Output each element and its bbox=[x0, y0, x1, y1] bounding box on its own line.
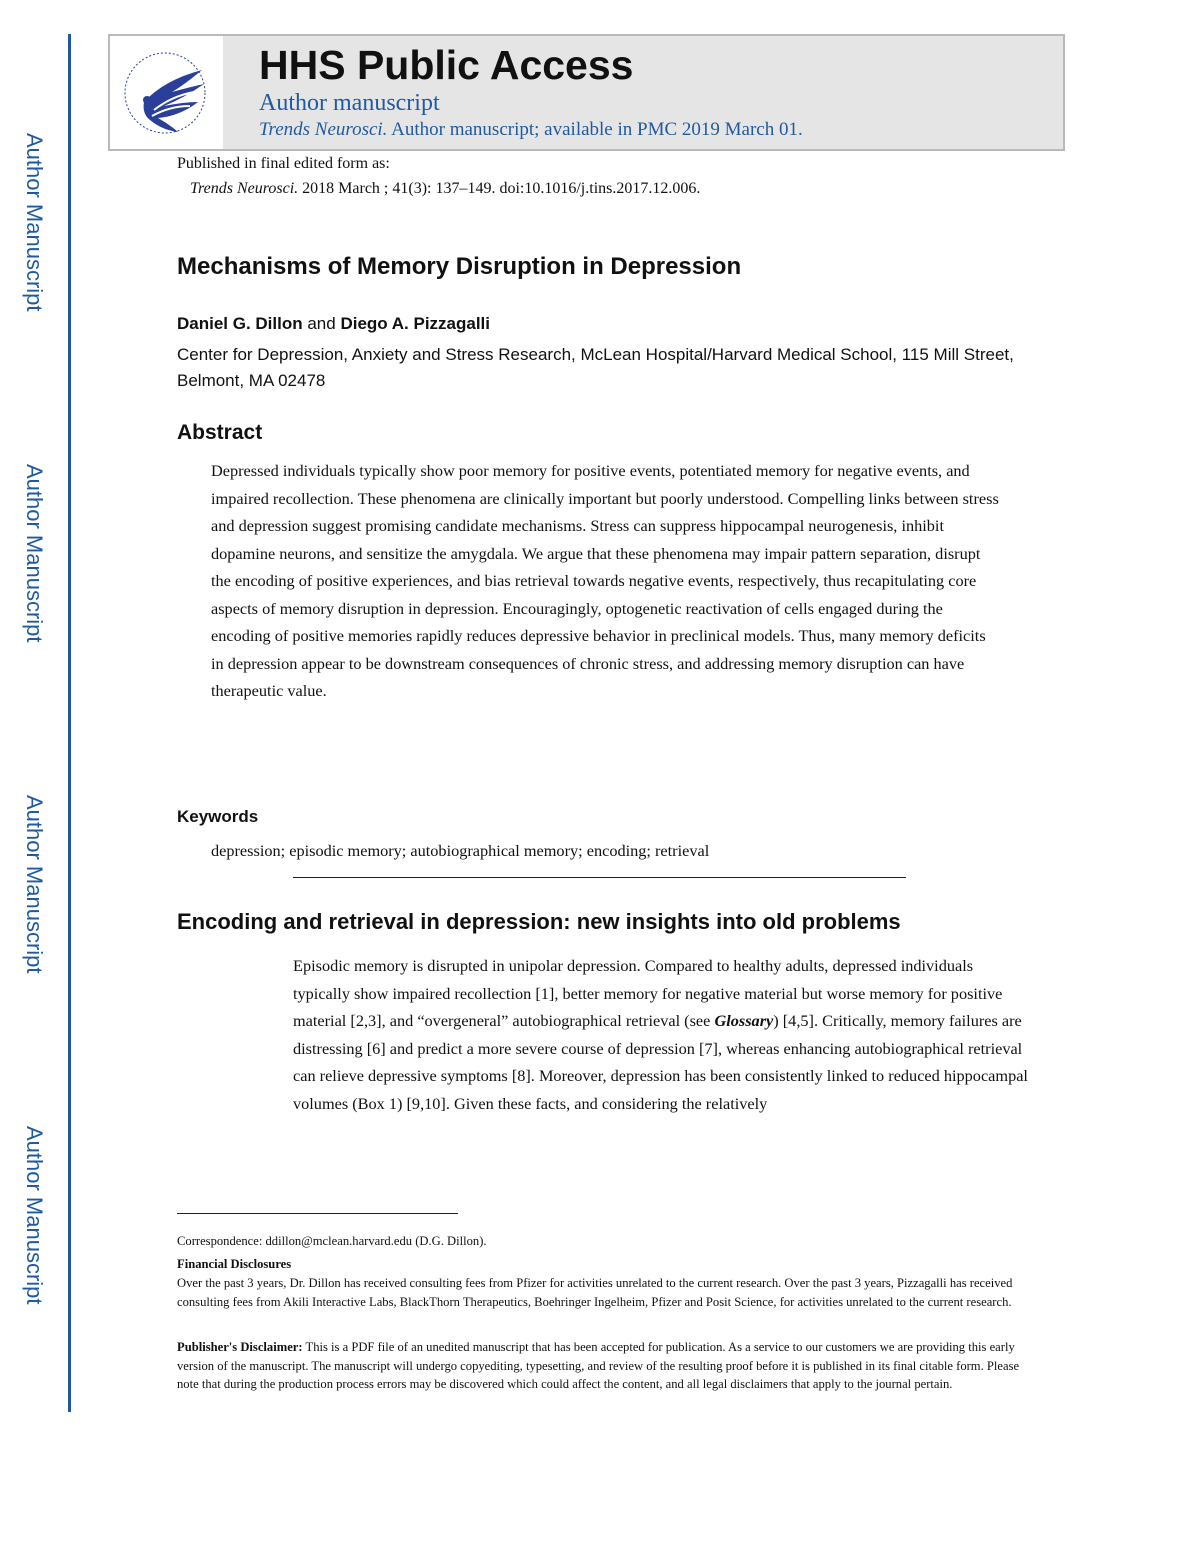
footnote-divider bbox=[177, 1213, 458, 1214]
author-name: Diego A. Pizzagalli bbox=[340, 314, 491, 333]
header-title-panel bbox=[223, 36, 1063, 149]
section-divider bbox=[293, 877, 906, 878]
author-joiner: and bbox=[302, 314, 341, 333]
disclosures-heading: Financial Disclosures bbox=[177, 1257, 292, 1271]
author-list bbox=[177, 314, 490, 334]
body-text: Episodic memory is disrupted in unipolar depression. Compared to healthy adults, depressed individuals typically show impaired recollection [1], better memory for negative material but worse memory for positive material [2,3], and “overgeneral” autobiographical retrieval (see bbox=[293, 956, 1003, 1030]
citation-line bbox=[190, 180, 700, 198]
disclaimer-label: Publisher's Disclaimer: bbox=[177, 1340, 303, 1354]
disclosures-text: Over the past 3 years, Dr. Dillon has received consulting fees from Pfizer for activities unrelated to the current research. Over the past 3 years, Pizzagalli has received consulting fees from Akili Interactive Labs, BlackThorn Therapeutics, Boehringer Ingelheim, Pfizer and Posit Science, for activities unrelated to the current research. bbox=[177, 1276, 1013, 1309]
journal-name: Trends Neurosci. bbox=[190, 180, 299, 197]
hhs-header bbox=[108, 34, 1065, 151]
journal-name: Trends Neurosci. bbox=[259, 119, 388, 140]
disclaimer-text: This is a PDF file of an unedited manuscript that has been accepted for publication. As a service to our customers we are providing this early version of the manuscript. The manuscript will undergo copyediting, typesetting, and review of the resulting proof before it is published in its final citable form. Please note that during the production process errors may be discovered which could affect the content, and all legal disclaimers that apply to the journal pertain. bbox=[177, 1340, 1020, 1391]
availability-text: Author manuscript; available in PMC 2019 March 01. bbox=[387, 119, 803, 140]
section-heading: Encoding and retrieval in depression: new insights into old problems bbox=[177, 909, 901, 934]
citation-text: 2018 March ; 41(3): 137–149. doi:10.1016/j.tins.2017.12.006. bbox=[298, 180, 701, 197]
article-title: Mechanisms of Memory Disruption in Depression bbox=[177, 253, 742, 280]
affiliation: Center for Depression, Anxiety and Stress Research, McLean Hospital/Harvard Medical School, 115 Mill Street, Belmont, MA 02478 bbox=[177, 345, 1014, 390]
abstract-heading: Abstract bbox=[177, 421, 263, 444]
hhs-eagle-seal-icon bbox=[114, 40, 217, 145]
hhs-title: HHS Public Access bbox=[259, 42, 634, 88]
correspondence-note: Correspondence: ddillon@mclean.harvard.edu (D.G. Dillon). bbox=[177, 1234, 487, 1248]
body-text: ) [4,5]. Critically, memory failures are distressing [6] and predict a more severe course of depression [7], whereas enhancing autobiographical retrieval can relieve depressive symptoms [8]. Moreover, depression has been consistently linked to reduced hippocampal volumes (Box 1) [9,10]. Given these facts, and considering the relatively bbox=[293, 1011, 1028, 1113]
abstract-text: Depressed individuals typically show poor memory for positive events, potentiated memory for negative events, and impaired recollection. These phenomena are clinically important but poorly understood. Compelling links between stress and depression suggest promising candidate mechanisms. Stress can suppress hippocampal neurogenesis, inhibit dopamine neurons, and sensitize the amygdala. We argue that these phenomena may impair pattern separation, disrupt the encoding of positive experiences, and bias retrieval towards negative events, respectively, thus recapitulating core aspects of memory disruption in depression. Encouragingly, optogenetic reactivation of cells engaged during the encoding of positive memories rapidly reduces depressive behavior in preclinical models. Thus, many memory deficits in depression appear to be downstream consequences of chronic stress, and addressing memory disruption can have therapeutic value. bbox=[211, 461, 999, 700]
published-in-label: Published in final edited form as: bbox=[177, 155, 390, 172]
publisher-disclaimer bbox=[177, 1338, 1027, 1394]
keywords-text: depression; episodic memory; autobiographical memory; encoding; retrieval bbox=[211, 841, 710, 860]
body-paragraph bbox=[293, 952, 1029, 1117]
keywords-heading: Keywords bbox=[177, 807, 259, 826]
margin-rule bbox=[68, 34, 71, 1412]
author-name: Daniel G. Dillon bbox=[177, 314, 303, 333]
availability-line bbox=[259, 119, 803, 141]
glossary-reference: Glossary bbox=[714, 1011, 774, 1030]
author-manuscript-subtitle: Author manuscript bbox=[259, 90, 440, 116]
